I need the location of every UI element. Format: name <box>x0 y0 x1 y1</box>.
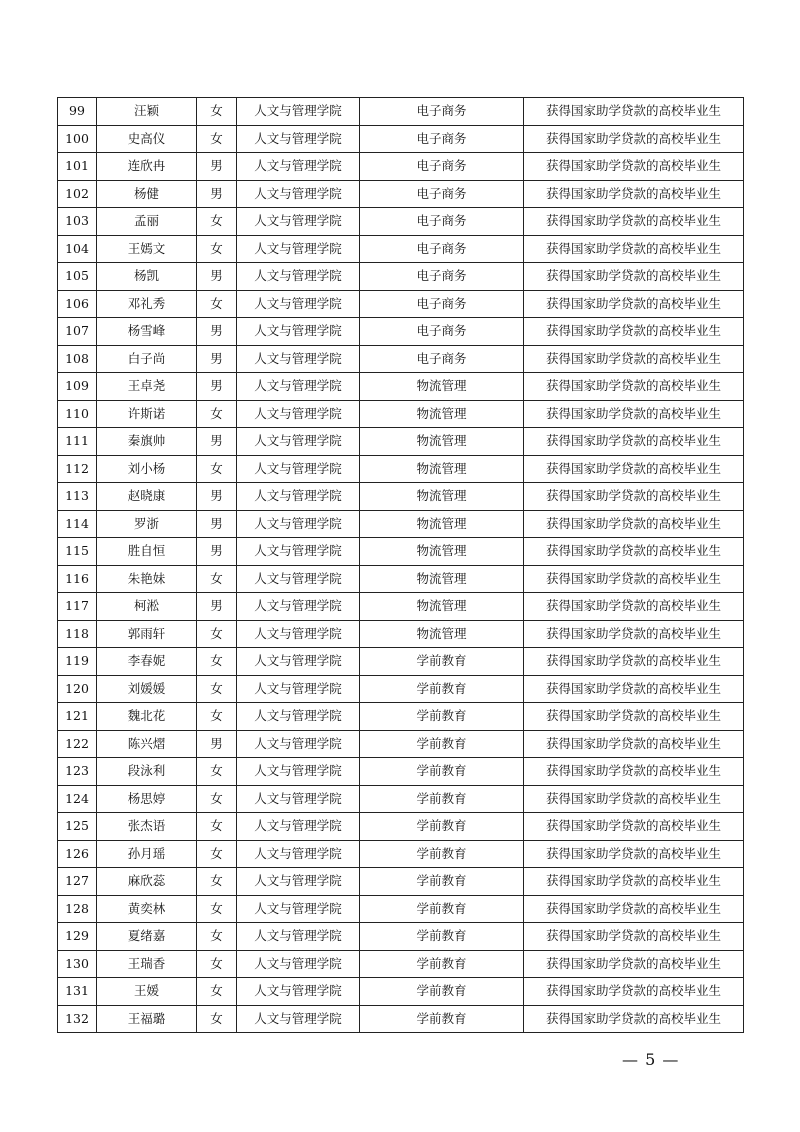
cell-category: 获得国家助学贷款的高校毕业生 <box>524 373 744 401</box>
cell-category: 获得国家助学贷款的高校毕业生 <box>524 648 744 676</box>
cell-number: 122 <box>58 730 97 758</box>
cell-major: 物流管理 <box>360 400 524 428</box>
cell-number: 101 <box>58 153 97 181</box>
cell-name: 白子尚 <box>97 345 197 373</box>
cell-number: 106 <box>58 290 97 318</box>
cell-category: 获得国家助学贷款的高校毕业生 <box>524 428 744 456</box>
table-row <box>58 648 744 676</box>
table-row <box>58 895 744 923</box>
table-row <box>58 620 744 648</box>
cell-name: 朱艳妹 <box>97 565 197 593</box>
cell-name: 刘媛媛 <box>97 675 197 703</box>
cell-major: 学前教育 <box>360 758 524 786</box>
table-row <box>58 455 744 483</box>
cell-category: 获得国家助学贷款的高校毕业生 <box>524 208 744 236</box>
cell-category: 获得国家助学贷款的高校毕业生 <box>524 620 744 648</box>
cell-category: 获得国家助学贷款的高校毕业生 <box>524 923 744 951</box>
table-row <box>58 1005 744 1033</box>
cell-college: 人文与管理学院 <box>237 98 360 126</box>
table-row <box>58 400 744 428</box>
cell-category: 获得国家助学贷款的高校毕业生 <box>524 813 744 841</box>
cell-category: 获得国家助学贷款的高校毕业生 <box>524 153 744 181</box>
cell-name: 汪颖 <box>97 98 197 126</box>
table-row <box>58 950 744 978</box>
cell-major: 电子商务 <box>360 235 524 263</box>
cell-name: 刘小杨 <box>97 455 197 483</box>
cell-gender: 男 <box>197 153 237 181</box>
table-row <box>58 153 744 181</box>
cell-major: 学前教育 <box>360 978 524 1006</box>
cell-gender: 女 <box>197 565 237 593</box>
cell-major: 电子商务 <box>360 345 524 373</box>
cell-college: 人文与管理学院 <box>237 675 360 703</box>
table-row <box>58 703 744 731</box>
cell-name: 王瑞香 <box>97 950 197 978</box>
cell-major: 学前教育 <box>360 785 524 813</box>
cell-gender: 女 <box>197 208 237 236</box>
graduate-table <box>57 97 744 1033</box>
cell-major: 电子商务 <box>360 263 524 291</box>
table-row <box>58 510 744 538</box>
cell-college: 人文与管理学院 <box>237 263 360 291</box>
cell-gender: 男 <box>197 263 237 291</box>
cell-name: 杨健 <box>97 180 197 208</box>
cell-name: 罗浙 <box>97 510 197 538</box>
cell-college: 人文与管理学院 <box>237 593 360 621</box>
cell-category: 获得国家助学贷款的高校毕业生 <box>524 593 744 621</box>
cell-number: 105 <box>58 263 97 291</box>
cell-gender: 女 <box>197 785 237 813</box>
cell-major: 物流管理 <box>360 538 524 566</box>
cell-name: 张杰语 <box>97 813 197 841</box>
table-row <box>58 345 744 373</box>
table-row <box>58 868 744 896</box>
cell-name: 王卓尧 <box>97 373 197 401</box>
table-row <box>58 538 744 566</box>
table-row <box>58 373 744 401</box>
cell-category: 获得国家助学贷款的高校毕业生 <box>524 565 744 593</box>
cell-number: 107 <box>58 318 97 346</box>
cell-major: 物流管理 <box>360 565 524 593</box>
cell-college: 人文与管理学院 <box>237 868 360 896</box>
table-row <box>58 730 744 758</box>
cell-gender: 女 <box>197 758 237 786</box>
cell-category: 获得国家助学贷款的高校毕业生 <box>524 510 744 538</box>
cell-college: 人文与管理学院 <box>237 483 360 511</box>
cell-gender: 女 <box>197 895 237 923</box>
table-row <box>58 180 744 208</box>
cell-gender: 男 <box>197 428 237 456</box>
table-row <box>58 208 744 236</box>
cell-number: 120 <box>58 675 97 703</box>
cell-major: 物流管理 <box>360 455 524 483</box>
cell-number: 113 <box>58 483 97 511</box>
cell-name: 邓礼秀 <box>97 290 197 318</box>
cell-gender: 男 <box>197 510 237 538</box>
cell-name: 黄奕林 <box>97 895 197 923</box>
cell-name: 赵晓康 <box>97 483 197 511</box>
cell-college: 人文与管理学院 <box>237 1005 360 1033</box>
table-row <box>58 428 744 456</box>
cell-name: 杨思婷 <box>97 785 197 813</box>
cell-category: 获得国家助学贷款的高校毕业生 <box>524 345 744 373</box>
cell-gender: 女 <box>197 125 237 153</box>
cell-major: 电子商务 <box>360 290 524 318</box>
cell-college: 人文与管理学院 <box>237 455 360 483</box>
table-body <box>58 98 744 1033</box>
cell-name: 段泳利 <box>97 758 197 786</box>
cell-number: 104 <box>58 235 97 263</box>
cell-number: 102 <box>58 180 97 208</box>
cell-college: 人文与管理学院 <box>237 950 360 978</box>
cell-major: 学前教育 <box>360 868 524 896</box>
cell-gender: 女 <box>197 950 237 978</box>
cell-major: 物流管理 <box>360 428 524 456</box>
cell-gender: 女 <box>197 978 237 1006</box>
table-row <box>58 235 744 263</box>
cell-category: 获得国家助学贷款的高校毕业生 <box>524 758 744 786</box>
cell-college: 人文与管理学院 <box>237 235 360 263</box>
table-row <box>58 593 744 621</box>
table-row <box>58 290 744 318</box>
cell-major: 学前教育 <box>360 675 524 703</box>
cell-college: 人文与管理学院 <box>237 400 360 428</box>
cell-number: 116 <box>58 565 97 593</box>
cell-college: 人文与管理学院 <box>237 125 360 153</box>
cell-category: 获得国家助学贷款的高校毕业生 <box>524 1005 744 1033</box>
cell-category: 获得国家助学贷款的高校毕业生 <box>524 538 744 566</box>
cell-major: 学前教育 <box>360 840 524 868</box>
cell-major: 物流管理 <box>360 620 524 648</box>
cell-number: 100 <box>58 125 97 153</box>
cell-category: 获得国家助学贷款的高校毕业生 <box>524 950 744 978</box>
cell-gender: 女 <box>197 1005 237 1033</box>
cell-gender: 男 <box>197 318 237 346</box>
cell-college: 人文与管理学院 <box>237 703 360 731</box>
cell-name: 李春妮 <box>97 648 197 676</box>
cell-name: 史高仪 <box>97 125 197 153</box>
cell-college: 人文与管理学院 <box>237 180 360 208</box>
cell-gender: 女 <box>197 98 237 126</box>
table-row <box>58 565 744 593</box>
cell-number: 127 <box>58 868 97 896</box>
cell-college: 人文与管理学院 <box>237 620 360 648</box>
cell-gender: 女 <box>197 703 237 731</box>
cell-major: 电子商务 <box>360 153 524 181</box>
cell-college: 人文与管理学院 <box>237 785 360 813</box>
table-row <box>58 978 744 1006</box>
cell-college: 人文与管理学院 <box>237 318 360 346</box>
cell-major: 电子商务 <box>360 208 524 236</box>
cell-name: 魏北花 <box>97 703 197 731</box>
cell-major: 物流管理 <box>360 593 524 621</box>
cell-major: 电子商务 <box>360 318 524 346</box>
cell-number: 124 <box>58 785 97 813</box>
cell-number: 125 <box>58 813 97 841</box>
cell-major: 学前教育 <box>360 1005 524 1033</box>
cell-category: 获得国家助学贷款的高校毕业生 <box>524 840 744 868</box>
cell-major: 电子商务 <box>360 125 524 153</box>
cell-category: 获得国家助学贷款的高校毕业生 <box>524 180 744 208</box>
cell-category: 获得国家助学贷款的高校毕业生 <box>524 703 744 731</box>
table-row <box>58 813 744 841</box>
cell-gender: 女 <box>197 840 237 868</box>
cell-name: 杨雪峰 <box>97 318 197 346</box>
cell-number: 109 <box>58 373 97 401</box>
table-row <box>58 318 744 346</box>
cell-name: 许斯诺 <box>97 400 197 428</box>
cell-number: 114 <box>58 510 97 538</box>
cell-number: 117 <box>58 593 97 621</box>
cell-number: 112 <box>58 455 97 483</box>
cell-college: 人文与管理学院 <box>237 730 360 758</box>
table-row <box>58 483 744 511</box>
cell-name: 王嫣文 <box>97 235 197 263</box>
cell-name: 孟丽 <box>97 208 197 236</box>
cell-name: 胜自恒 <box>97 538 197 566</box>
cell-gender: 女 <box>197 868 237 896</box>
cell-name: 郭雨轩 <box>97 620 197 648</box>
cell-major: 物流管理 <box>360 510 524 538</box>
cell-name: 麻欣蕊 <box>97 868 197 896</box>
cell-category: 获得国家助学贷款的高校毕业生 <box>524 400 744 428</box>
cell-number: 130 <box>58 950 97 978</box>
cell-college: 人文与管理学院 <box>237 373 360 401</box>
cell-college: 人文与管理学院 <box>237 345 360 373</box>
cell-college: 人文与管理学院 <box>237 923 360 951</box>
table-row <box>58 125 744 153</box>
cell-college: 人文与管理学院 <box>237 153 360 181</box>
cell-category: 获得国家助学贷款的高校毕业生 <box>524 730 744 758</box>
cell-category: 获得国家助学贷款的高校毕业生 <box>524 785 744 813</box>
cell-name: 秦旗帅 <box>97 428 197 456</box>
cell-number: 123 <box>58 758 97 786</box>
cell-number: 126 <box>58 840 97 868</box>
cell-number: 103 <box>58 208 97 236</box>
cell-gender: 女 <box>197 675 237 703</box>
cell-major: 物流管理 <box>360 373 524 401</box>
cell-gender: 男 <box>197 373 237 401</box>
cell-number: 110 <box>58 400 97 428</box>
cell-category: 获得国家助学贷款的高校毕业生 <box>524 978 744 1006</box>
cell-gender: 男 <box>197 593 237 621</box>
cell-number: 131 <box>58 978 97 1006</box>
cell-college: 人文与管理学院 <box>237 758 360 786</box>
cell-number: 129 <box>58 923 97 951</box>
cell-gender: 男 <box>197 345 237 373</box>
cell-gender: 女 <box>197 648 237 676</box>
cell-college: 人文与管理学院 <box>237 510 360 538</box>
cell-major: 学前教育 <box>360 703 524 731</box>
cell-number: 118 <box>58 620 97 648</box>
cell-gender: 男 <box>197 730 237 758</box>
table-row <box>58 923 744 951</box>
cell-number: 128 <box>58 895 97 923</box>
page-number: — 5 — <box>622 1050 680 1069</box>
cell-gender: 男 <box>197 180 237 208</box>
cell-gender: 男 <box>197 538 237 566</box>
cell-category: 获得国家助学贷款的高校毕业生 <box>524 98 744 126</box>
cell-category: 获得国家助学贷款的高校毕业生 <box>524 895 744 923</box>
cell-gender: 女 <box>197 400 237 428</box>
cell-major: 学前教育 <box>360 648 524 676</box>
cell-gender: 女 <box>197 455 237 483</box>
cell-category: 获得国家助学贷款的高校毕业生 <box>524 235 744 263</box>
table-row <box>58 675 744 703</box>
cell-college: 人文与管理学院 <box>237 208 360 236</box>
cell-major: 学前教育 <box>360 813 524 841</box>
cell-college: 人文与管理学院 <box>237 895 360 923</box>
cell-category: 获得国家助学贷款的高校毕业生 <box>524 675 744 703</box>
cell-major: 学前教育 <box>360 730 524 758</box>
cell-gender: 女 <box>197 813 237 841</box>
table-row <box>58 98 744 126</box>
cell-number: 111 <box>58 428 97 456</box>
table-row <box>58 840 744 868</box>
cell-major: 学前教育 <box>360 895 524 923</box>
cell-gender: 女 <box>197 923 237 951</box>
cell-major: 学前教育 <box>360 923 524 951</box>
cell-name: 夏绪嘉 <box>97 923 197 951</box>
cell-category: 获得国家助学贷款的高校毕业生 <box>524 455 744 483</box>
cell-number: 132 <box>58 1005 97 1033</box>
cell-category: 获得国家助学贷款的高校毕业生 <box>524 868 744 896</box>
cell-category: 获得国家助学贷款的高校毕业生 <box>524 125 744 153</box>
cell-college: 人文与管理学院 <box>237 538 360 566</box>
cell-category: 获得国家助学贷款的高校毕业生 <box>524 483 744 511</box>
cell-name: 柯淞 <box>97 593 197 621</box>
cell-college: 人文与管理学院 <box>237 565 360 593</box>
cell-major: 物流管理 <box>360 483 524 511</box>
cell-name: 杨凯 <box>97 263 197 291</box>
cell-major: 电子商务 <box>360 98 524 126</box>
cell-name: 王媛 <box>97 978 197 1006</box>
cell-gender: 女 <box>197 235 237 263</box>
cell-major: 电子商务 <box>360 180 524 208</box>
cell-college: 人文与管理学院 <box>237 978 360 1006</box>
table-row <box>58 263 744 291</box>
cell-major: 学前教育 <box>360 950 524 978</box>
cell-college: 人文与管理学院 <box>237 813 360 841</box>
cell-category: 获得国家助学贷款的高校毕业生 <box>524 290 744 318</box>
cell-category: 获得国家助学贷款的高校毕业生 <box>524 318 744 346</box>
cell-number: 108 <box>58 345 97 373</box>
cell-category: 获得国家助学贷款的高校毕业生 <box>524 263 744 291</box>
cell-name: 孙月瑶 <box>97 840 197 868</box>
cell-gender: 女 <box>197 620 237 648</box>
cell-name: 陈兴熠 <box>97 730 197 758</box>
cell-name: 王福璐 <box>97 1005 197 1033</box>
cell-college: 人文与管理学院 <box>237 840 360 868</box>
cell-gender: 女 <box>197 290 237 318</box>
cell-college: 人文与管理学院 <box>237 648 360 676</box>
table-row <box>58 758 744 786</box>
cell-gender: 男 <box>197 483 237 511</box>
cell-number: 99 <box>58 98 97 126</box>
table-row <box>58 785 744 813</box>
cell-college: 人文与管理学院 <box>237 428 360 456</box>
cell-number: 119 <box>58 648 97 676</box>
cell-college: 人文与管理学院 <box>237 290 360 318</box>
cell-name: 连欣冉 <box>97 153 197 181</box>
cell-number: 115 <box>58 538 97 566</box>
cell-number: 121 <box>58 703 97 731</box>
